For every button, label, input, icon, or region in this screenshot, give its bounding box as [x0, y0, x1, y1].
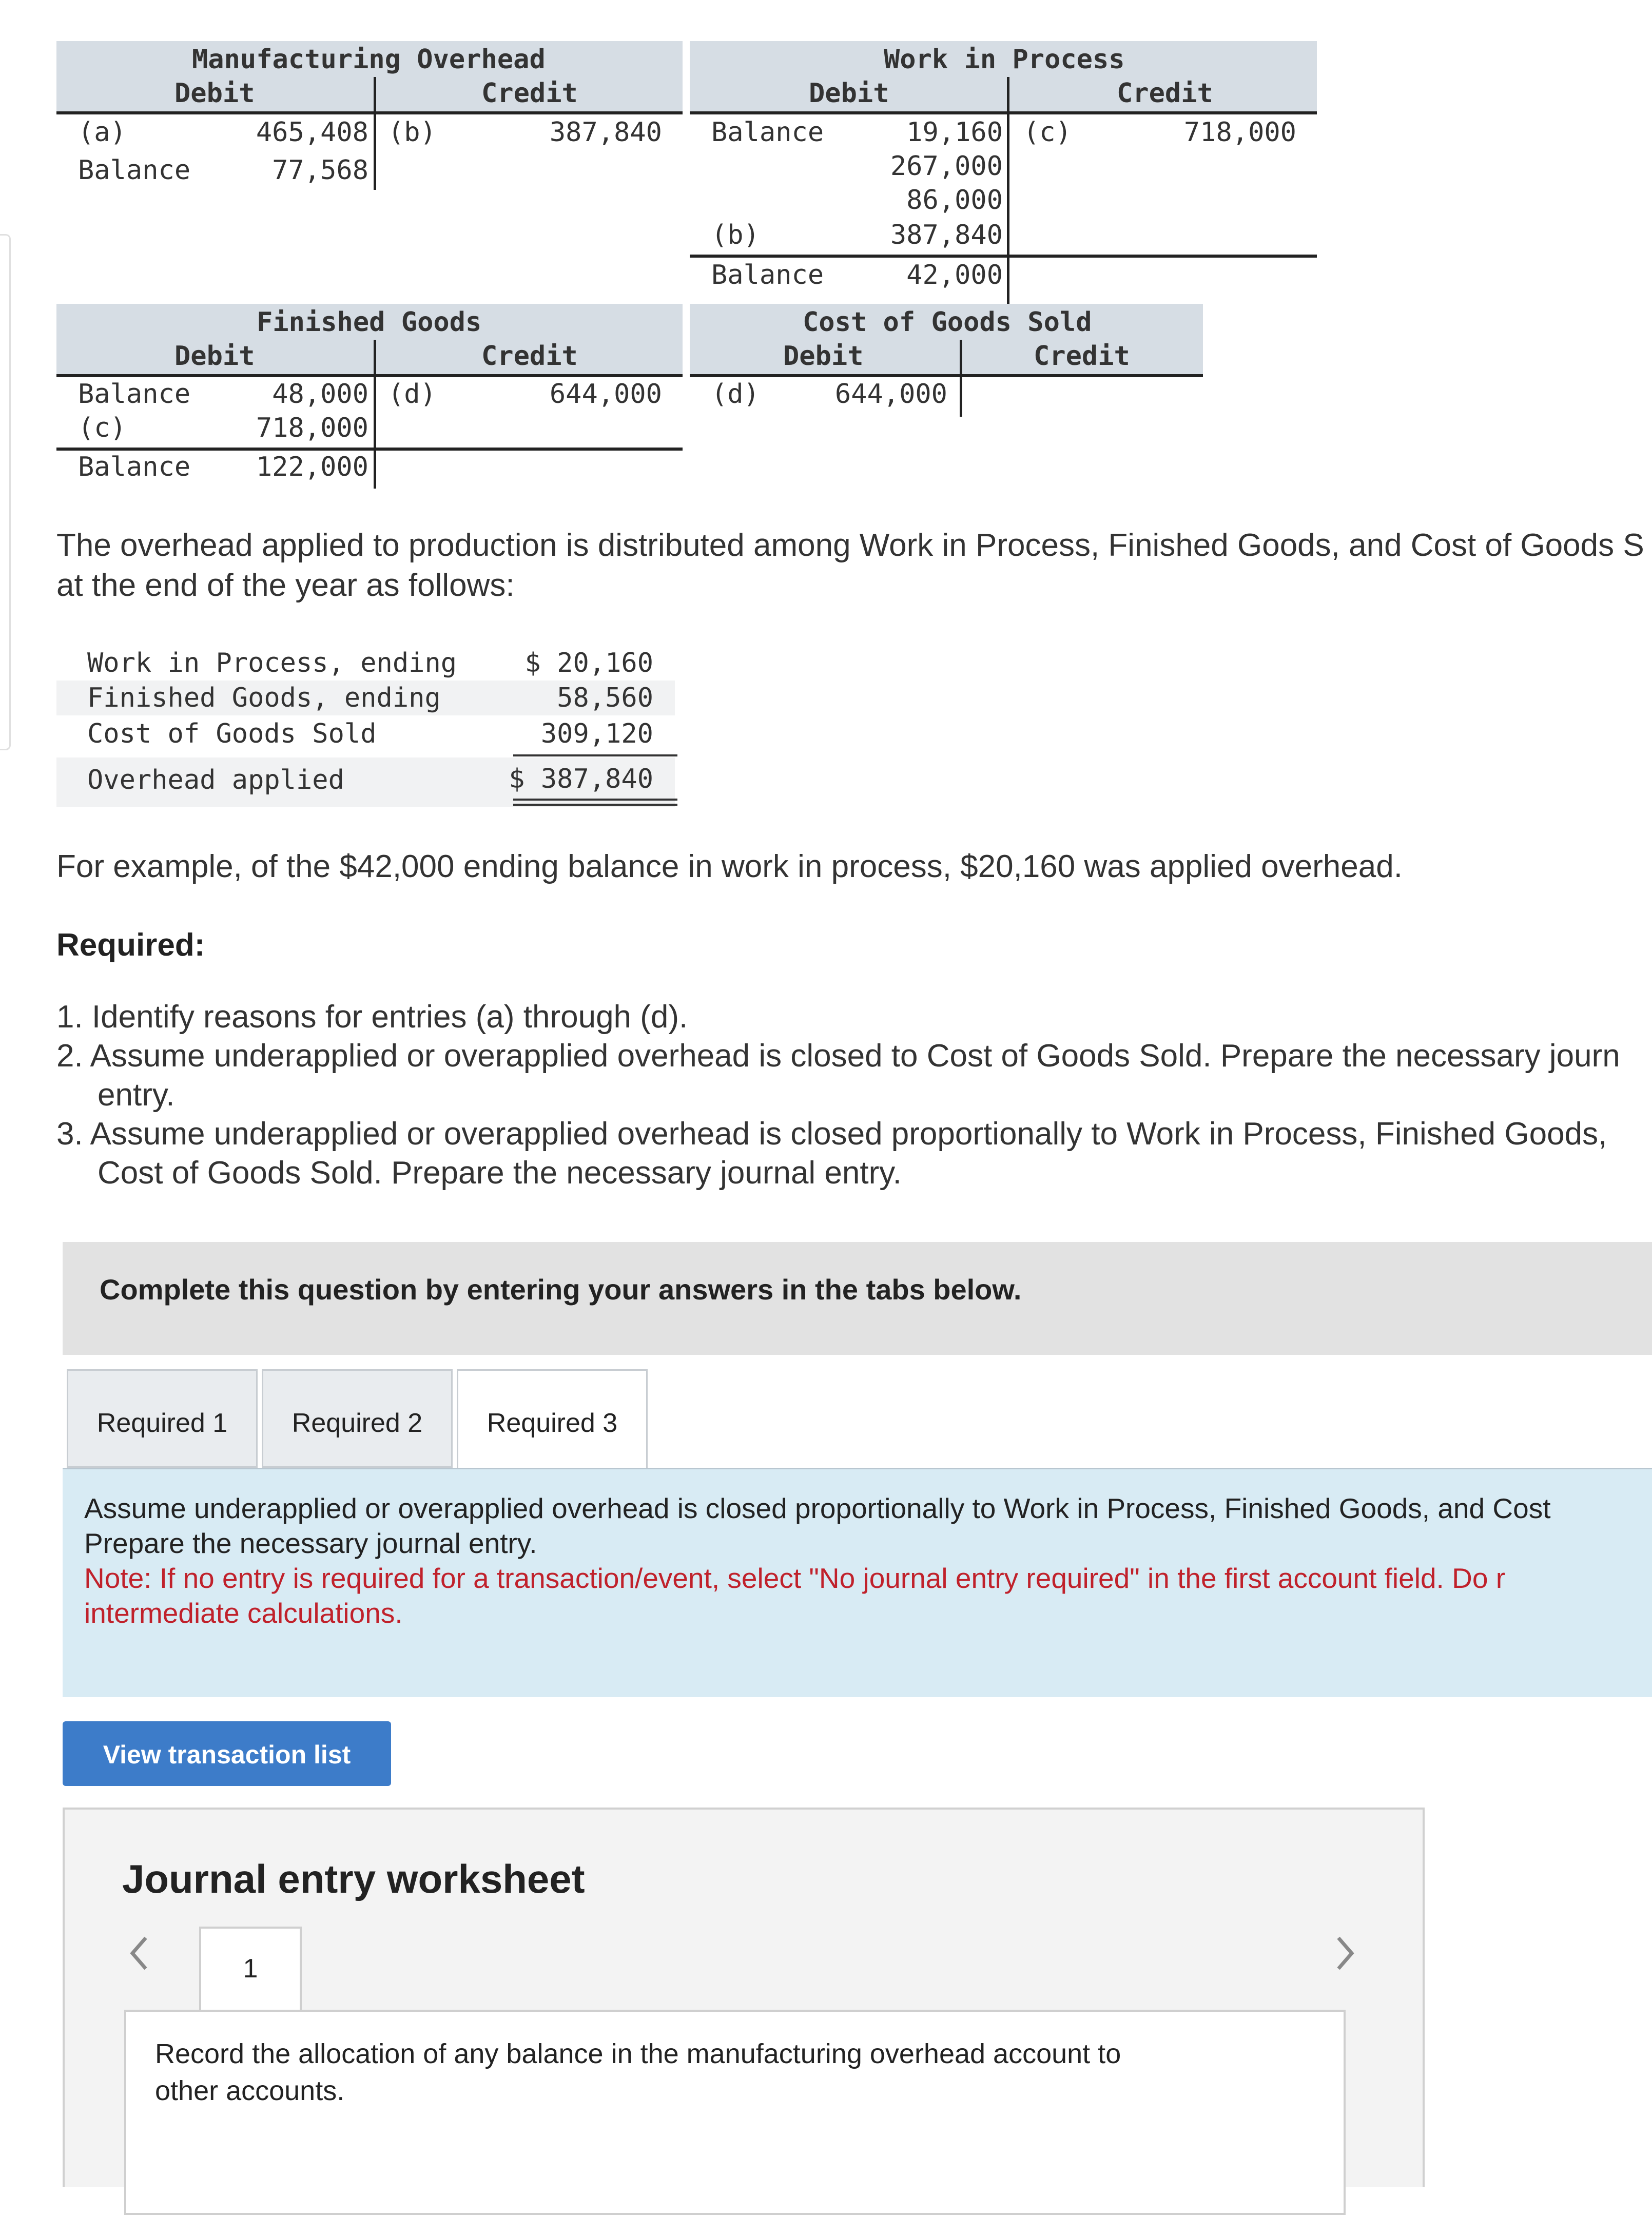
t-account-title: Work in Process — [884, 44, 1125, 75]
debit-amount: 42,000 — [906, 260, 1003, 290]
tab-label: Required 3 — [487, 1408, 618, 1438]
t-account-divider — [960, 340, 962, 417]
debit-amount: 77,568 — [272, 155, 368, 186]
allocation-row — [56, 716, 675, 751]
intro-line: at the end of the year as follows: — [56, 568, 515, 603]
allocation-label: Work in Process, ending — [87, 648, 457, 678]
tab-required-1[interactable] — [67, 1369, 258, 1468]
credit-header: Credit — [481, 78, 578, 109]
entry-label: (d) — [388, 379, 436, 410]
credit-header: Credit — [481, 341, 578, 372]
chevron-left-icon[interactable] — [126, 1933, 152, 1984]
required-heading: Required: — [56, 927, 205, 963]
t-account-divider — [1007, 77, 1009, 334]
t-account-rule — [56, 111, 683, 114]
worksheet-instruction: other accounts. — [155, 2075, 345, 2106]
entry-label: Balance — [78, 379, 191, 410]
banner-text: Complete this question by entering your answers in the tabs below. — [100, 1273, 1022, 1306]
required-item-3-cont: Cost of Goods Sold. Prepare the necessary journal entry. — [98, 1155, 902, 1191]
info-line: Assume underapplied or overapplied overhead is closed proportionally to Work in Process, Finished Goods, and Cost — [84, 1492, 1551, 1524]
t-account-manufacturing-overhead — [56, 41, 683, 195]
allocation-label: Overhead applied — [87, 765, 344, 795]
debit-amount: 19,160 — [906, 117, 1003, 148]
debit-header: Debit — [783, 341, 864, 372]
debit-amount: 48,000 — [272, 379, 368, 410]
entry-label: (d) — [711, 379, 760, 410]
credit-header: Credit — [1117, 78, 1213, 109]
balance-rule — [56, 448, 683, 451]
button-label: View transaction list — [103, 1740, 351, 1769]
view-transaction-list-button[interactable] — [63, 1721, 391, 1786]
required-item-3: 3. Assume underapplied or overapplied overhead is closed proportionally to Work in Process, Finished Goods, — [56, 1116, 1607, 1152]
required-item-1: 1. Identify reasons for entries (a) through (d). — [56, 999, 688, 1035]
entry-label: (c) — [78, 413, 126, 443]
double-underline — [513, 799, 677, 801]
allocation-value: 58,560 — [557, 683, 653, 713]
t-account-divider — [374, 340, 376, 489]
debit-amount: 267,000 — [890, 151, 1003, 182]
tab-label: Required 2 — [291, 1408, 423, 1438]
t-account-rule — [690, 111, 1317, 114]
debit-header: Debit — [809, 78, 889, 109]
allocation-value: $ 387,840 — [509, 764, 653, 794]
debit-amount: 387,840 — [890, 220, 1003, 250]
required-item-2-cont: entry. — [98, 1077, 175, 1113]
t-account-divider — [374, 77, 376, 190]
instructions-banner — [63, 1242, 1652, 1355]
tab-required-3[interactable] — [457, 1369, 648, 1470]
credit-header: Credit — [1034, 341, 1130, 372]
intro-line: The overhead applied to production is distributed among Work in Process, Finished Goods, and Cost of Goods S — [56, 528, 1644, 563]
allocation-label: Cost of Goods Sold — [87, 718, 377, 749]
debit-amount: 122,000 — [256, 452, 368, 482]
worksheet-title: Journal entry worksheet — [122, 1856, 585, 1901]
t-account-finished-goods — [56, 304, 683, 489]
allocation-value: $ 20,160 — [524, 648, 653, 678]
allocation-label: Finished Goods, ending — [87, 683, 441, 713]
worksheet-panel — [124, 2010, 1346, 2215]
credit-amount: 644,000 — [549, 379, 662, 410]
tab-label: Required 1 — [96, 1408, 228, 1438]
question-info-panel — [63, 1468, 1652, 1697]
required-item-2: 2. Assume underapplied or overapplied overhead is closed to Cost of Goods Sold. Prepare the necessary journ — [56, 1038, 1620, 1074]
entry-label: (c) — [1023, 117, 1072, 148]
debit-header: Debit — [174, 341, 255, 372]
required-list — [56, 998, 1620, 1193]
worksheet-instruction: Record the allocation of any balance in the manufacturing overhead account to — [155, 2038, 1121, 2069]
journal-entry-worksheet — [63, 1808, 1425, 2187]
t-account-rule — [690, 374, 1203, 377]
allocation-row — [56, 646, 675, 681]
example-text: For example, of the $42,000 ending balance in work in process, $20,160 was applied overhead. — [56, 849, 1403, 884]
worksheet-tab-1[interactable] — [199, 1927, 302, 2012]
t-account-title: Cost of Goods Sold — [803, 307, 1092, 338]
debit-amount: 718,000 — [256, 413, 368, 443]
info-line: Prepare the necessary journal entry. — [84, 1527, 537, 1559]
debit-amount: 86,000 — [906, 185, 1003, 216]
entry-label: (b) — [388, 117, 436, 148]
subtotal-rule — [513, 754, 677, 756]
credit-amount: 718,000 — [1183, 117, 1296, 148]
entry-label: Balance — [711, 260, 824, 290]
debit-header: Debit — [174, 78, 255, 109]
info-note: intermediate calculations. — [84, 1597, 403, 1629]
balance-rule — [690, 255, 1317, 258]
t-account-title: Finished Goods — [257, 307, 482, 338]
t-account-title: Manufacturing Overhead — [192, 44, 546, 75]
left-edge-panel — [0, 234, 11, 750]
chevron-right-icon[interactable] — [1332, 1933, 1358, 1984]
entry-label: Balance — [78, 155, 191, 186]
entry-label: Balance — [78, 452, 191, 482]
allocation-row — [56, 681, 675, 715]
allocation-value: 309,120 — [540, 718, 653, 749]
t-account-rule — [56, 374, 683, 377]
entry-label: Balance — [711, 117, 824, 148]
intro-text — [56, 526, 1644, 606]
info-note: Note: If no entry is required for a transaction/event, select "No journal entry required" in the first account field. Do r — [84, 1562, 1506, 1594]
entry-label: (b) — [711, 220, 760, 250]
credit-amount: 387,840 — [549, 117, 662, 148]
t-account-cost-of-goods-sold — [690, 304, 1203, 417]
tab-required-2[interactable] — [262, 1369, 453, 1468]
debit-amount: 465,408 — [256, 117, 368, 148]
worksheet-tab-label: 1 — [243, 1954, 258, 1984]
entry-label: (a) — [78, 117, 126, 148]
t-account-work-in-process — [690, 41, 1317, 298]
debit-amount: 644,000 — [834, 379, 947, 410]
double-underline — [513, 804, 677, 806]
